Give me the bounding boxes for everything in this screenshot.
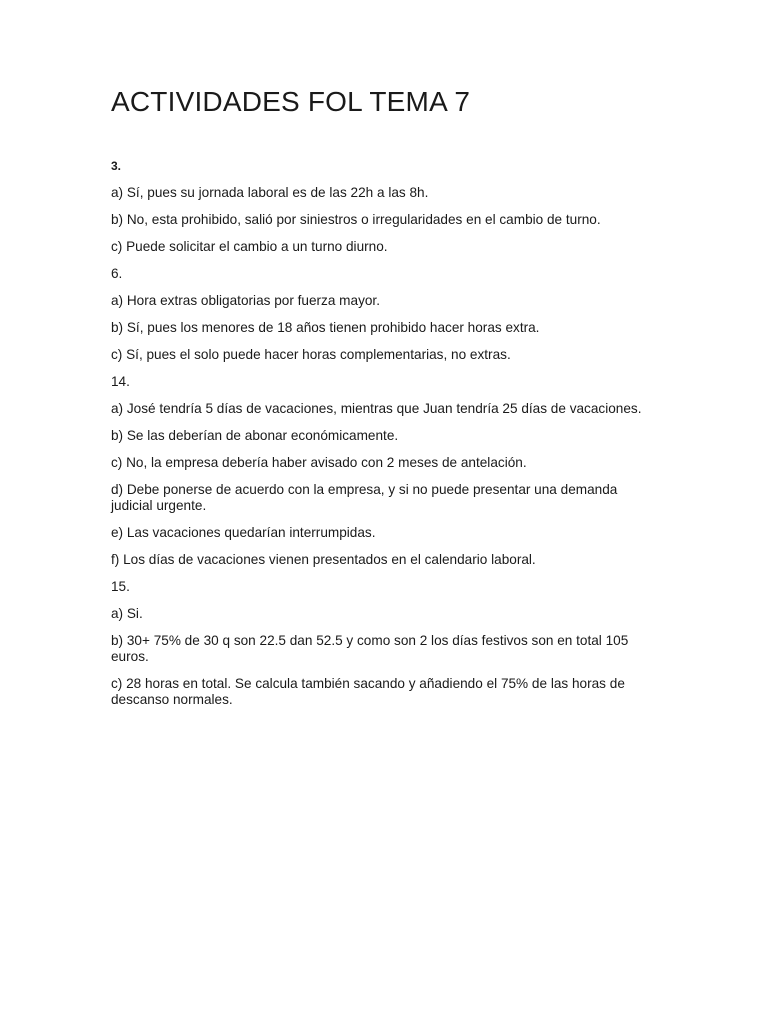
answer-line: a) Sí, pues su jornada laboral es de las 22h a las 8h. xyxy=(111,185,429,200)
exercise-heading: 6. xyxy=(111,266,123,281)
answer-line: b) Se las deberían de abonar económicamente. xyxy=(111,428,399,443)
answer-line: c) Sí, pues el solo puede hacer horas complementarias, no extras. xyxy=(111,347,511,362)
exercise-heading: 14. xyxy=(111,374,130,389)
answer-line: d) Debe ponerse de acuerdo con la empresa, y si no puede presentar una demanda judicial urgente. xyxy=(111,482,618,513)
answer-line: c) Puede solicitar el cambio a un turno diurno. xyxy=(111,239,388,254)
answer-line: c) 28 horas en total. Se calcula también sacando y añadiendo el 75% de las horas de descanso normales. xyxy=(111,676,625,707)
answer-line: a) José tendría 5 días de vacaciones, mientras que Juan tendría 25 días de vacaciones. xyxy=(111,401,642,416)
document-body xyxy=(111,86,659,719)
answer-line: a) Hora extras obligatorias por fuerza mayor. xyxy=(111,293,380,308)
answer-line: e) Las vacaciones quedarían interrumpidas. xyxy=(111,525,376,540)
answer-line: a) Si. xyxy=(111,606,143,621)
answer-line: f) Los días de vacaciones vienen presentados en el calendario laboral. xyxy=(111,552,536,567)
answer-line: c) No, la empresa debería haber avisado con 2 meses de antelación. xyxy=(111,455,527,470)
answer-line: b) Sí, pues los menores de 18 años tienen prohibido hacer horas extra. xyxy=(111,320,540,335)
exercise-heading: 3. xyxy=(111,159,122,173)
answer-line: b) 30+ 75% de 30 q son 22.5 dan 52.5 y como son 2 los días festivos son en total 105 euros. xyxy=(111,633,629,664)
answer-line: b) No, esta prohibido, salió por siniestros o irregularidades en el cambio de turno. xyxy=(111,212,601,227)
exercise-heading: 15. xyxy=(111,579,130,594)
document-title: ACTIVIDADES FOL TEMA 7 xyxy=(111,86,471,117)
